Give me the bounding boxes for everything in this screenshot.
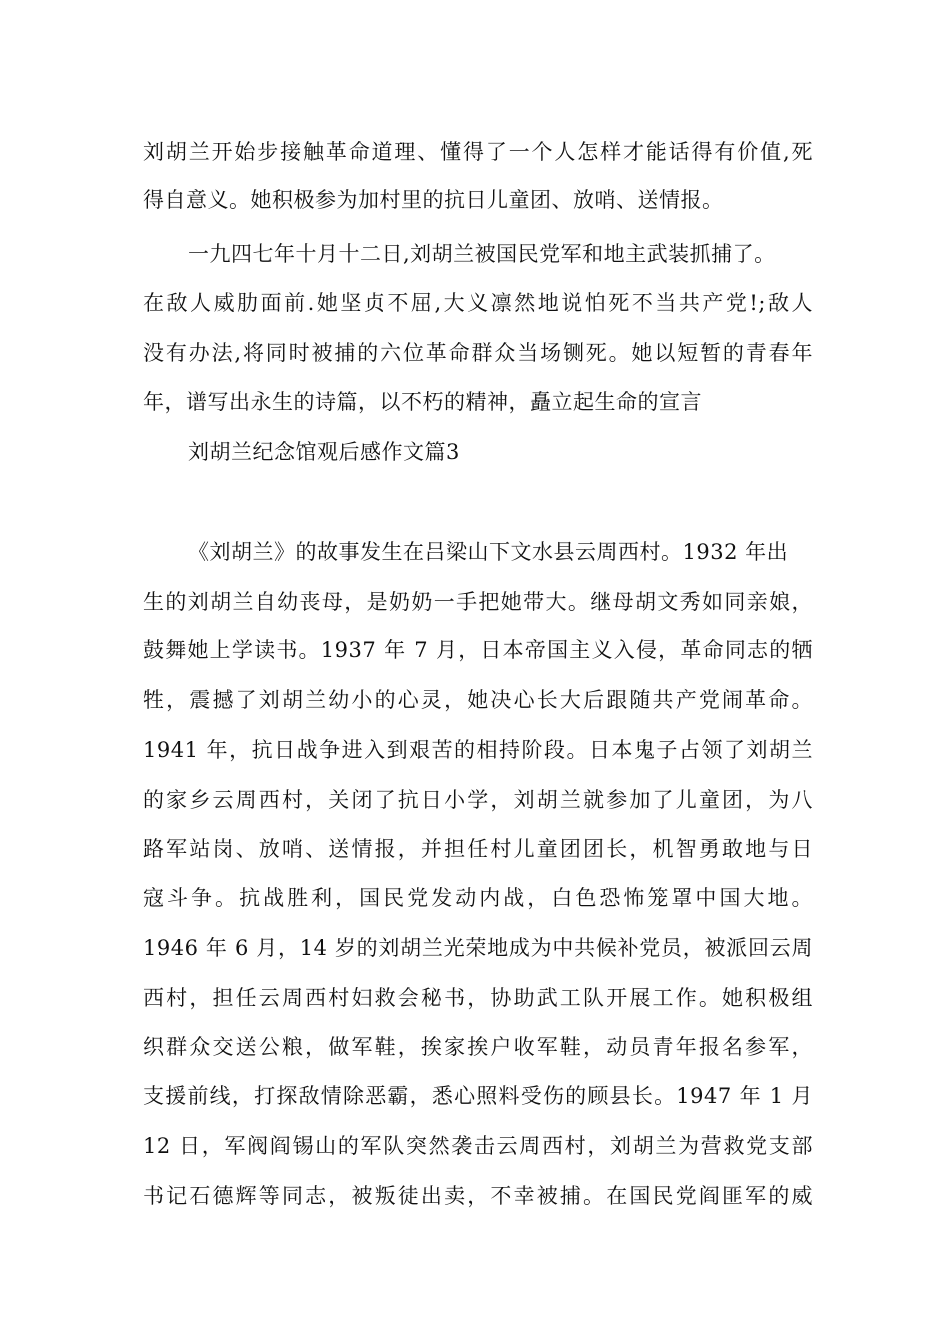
paragraph-line: 西村，担任云周西村妇救会秘书，协助武工队开展工作。她积极组 [143, 986, 813, 1010]
paragraph-line: 《刘胡兰》的故事发生在吕梁山下文水县云周西村。1932 年出 [188, 540, 789, 564]
paragraph-line: 1941 年，抗日战争进入到艰苦的相持阶段。日本鬼子占领了刘胡兰 [143, 738, 813, 762]
paragraph-line: 在敌人威肋面前.她坚贞不屈,大义凛然地说怕死不当共产党!;敌人 [143, 291, 813, 315]
paragraph-line: 12 日，军阀阎锡山的军队突然袭击云周西村，刘胡兰为营救党支部 [143, 1134, 813, 1158]
paragraph-line: 寇斗争。抗战胜利，国民党发动内战，白色恐怖笼罩中国大地。 [143, 886, 813, 910]
paragraph-line: 的家乡云周西村，关闭了抗日小学，刘胡兰就参加了儿童团，为八 [143, 788, 813, 812]
paragraph-line: 牲，震撼了刘胡兰幼小的心灵，她决心长大后跟随共产党闹革命。 [143, 688, 813, 712]
paragraph-line: 得自意义。她积极参为加村里的抗日儿童团、放哨、送情报。 [143, 188, 724, 212]
paragraph-line: 刘胡兰开始步接触革命道理、懂得了一个人怎样才能话得有价值,死 [143, 140, 813, 164]
section-heading: 刘胡兰纪念馆观后感作文篇3 [188, 440, 460, 464]
paragraph-line: 没有办法,将同时被捕的六位革命群众当场铡死。她以短暂的青春年 [143, 341, 813, 365]
paragraph-line: 支援前线，打探敌情除恶霸，悉心照料受伤的顾县长。1947 年 1 月 [143, 1084, 813, 1108]
paragraph-line: 鼓舞她上学读书。1937 年 7 月，日本帝国主义入侵，革命同志的牺 [143, 638, 813, 662]
paragraph-line: 书记石德辉等同志，被叛徒出卖，不幸被捕。在国民党阎匪军的威 [143, 1184, 813, 1208]
paragraph-line: 一九四七年十月十二日,刘胡兰被国民党军和地主武装抓捕了。 [188, 242, 776, 266]
paragraph-line: 年，谱写出永生的诗篇，以不朽的精神，矗立起生命的宣言 [143, 390, 702, 414]
paragraph-line: 1946 年 6 月，14 岁的刘胡兰光荣地成为中共候补党员，被派回云周 [143, 936, 813, 960]
paragraph-line: 路军站岗、放哨、送情报，并担任村儿童团团长，机智勇敢地与日 [143, 837, 813, 861]
paragraph-line: 织群众交送公粮，做军鞋，挨家挨户收军鞋，动员青年报名参军， [143, 1035, 813, 1059]
paragraph-line: 生的刘胡兰自幼丧母，是奶奶一手把她带大。继母胡文秀如同亲娘， [143, 590, 813, 614]
